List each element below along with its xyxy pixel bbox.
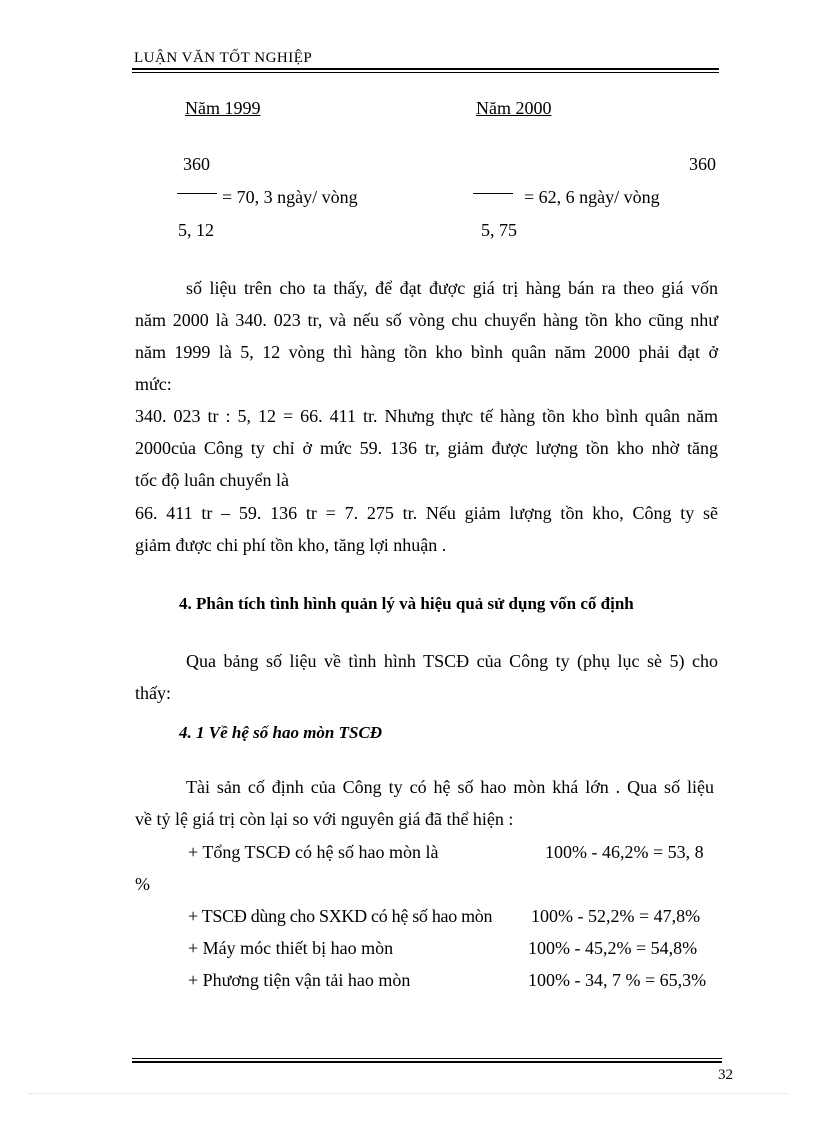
paragraph-1-line-2: năm 2000 là 340. 023 tr, và nếu số vòng chu chuyển hàng tồn kho cũng như xyxy=(135,310,718,330)
numerator-1999: 360 xyxy=(183,154,210,174)
paragraph-2-line-1: 340. 023 tr : 5, 12 = 66. 411 tr. Nhưng thực tế hàng tồn kho bình quân năm xyxy=(135,406,718,426)
section-4-heading: 4. Phân tích tình hình quản lý và hiệu quả sử dụng vốn cố định xyxy=(179,594,634,613)
item-3-value: 100% - 45,2% = 54,8% xyxy=(528,938,698,958)
item-3-label: + Máy móc thiết bị hao mòn xyxy=(188,938,394,958)
paragraph-1-line-4: mức: xyxy=(135,374,172,394)
paragraph-3-line-1: 66. 411 tr – 59. 136 tr = 7. 275 tr. Nếu giảm lượng tồn kho, Công ty sẽ xyxy=(135,503,718,523)
denominator-2000: 5, 75 xyxy=(481,220,517,240)
year-1999-label: Năm 1999 xyxy=(185,98,261,118)
page-edge-dotted-line xyxy=(28,1093,788,1094)
year-2000-label: Năm 2000 xyxy=(476,98,552,118)
paragraph-5-line-1: Tài sản cố định của Công ty có hệ số hao mòn khá lớn . Qua số liệu xyxy=(186,777,714,797)
item-2-value: 100% - 52,2% = 47,8% xyxy=(531,906,701,926)
item-4-label: + Phương tiện vận tải hao mòn xyxy=(188,970,411,990)
paragraph-5-line-2: về tỷ lệ giá trị còn lại so với nguyên giá đã thể hiện : xyxy=(135,809,514,829)
section-4-1-heading: 4. 1 Về hệ số hao mòn TSCĐ xyxy=(179,723,383,742)
paragraph-1-line-3: năm 1999 là 5, 12 vòng thì hàng tồn kho bình quân năm 2000 phải đạt ở xyxy=(135,342,718,362)
item-4-value: 100% - 34, 7 % = 65,3% xyxy=(528,970,707,990)
fraction-bar-1999 xyxy=(177,193,217,194)
result-1999: = 70, 3 ngày/ vòng xyxy=(222,187,358,207)
footer-rule-thick xyxy=(132,1061,722,1063)
header-rule-thin xyxy=(132,72,719,73)
paragraph-3-line-2: giảm được chi phí tồn kho, tăng lợi nhuận . xyxy=(135,535,447,555)
item-1-label: + Tổng TSCĐ có hệ số hao mòn là xyxy=(188,842,439,862)
paragraph-4-line-1: Qua bảng số liệu về tình hình TSCĐ của Công ty (phụ lục sè 5) cho xyxy=(186,651,718,671)
denominator-1999: 5, 12 xyxy=(178,220,214,240)
fraction-bar-2000 xyxy=(473,193,513,194)
running-header-title: LUẬN VĂN TỐT NGHIỆP xyxy=(134,50,313,66)
footer-rule-thin xyxy=(132,1058,722,1059)
item-1-value-wrap: % xyxy=(135,874,150,894)
numerator-2000: 360 xyxy=(689,154,716,174)
header-rule-thick xyxy=(132,68,719,70)
paragraph-2-line-3: tốc độ luân chuyển là xyxy=(135,470,289,490)
paragraph-2-line-2: 2000của Công ty chỉ ở mức 59. 136 tr, giảm được lượng tồn kho nhờ tăng xyxy=(135,438,718,458)
item-1-value: 100% - 46,2% = 53, 8 xyxy=(545,842,704,862)
result-2000: = 62, 6 ngày/ vòng xyxy=(524,187,660,207)
page-number: 32 xyxy=(718,1067,733,1083)
paragraph-4-line-2: thấy: xyxy=(135,683,171,703)
item-2-label: + TSCĐ dùng cho SXKD có hệ số hao mòn xyxy=(188,906,493,926)
paragraph-1-line-1: số liệu trên cho ta thấy, để đạt được giá trị hàng bán ra theo giá vốn xyxy=(186,278,718,298)
